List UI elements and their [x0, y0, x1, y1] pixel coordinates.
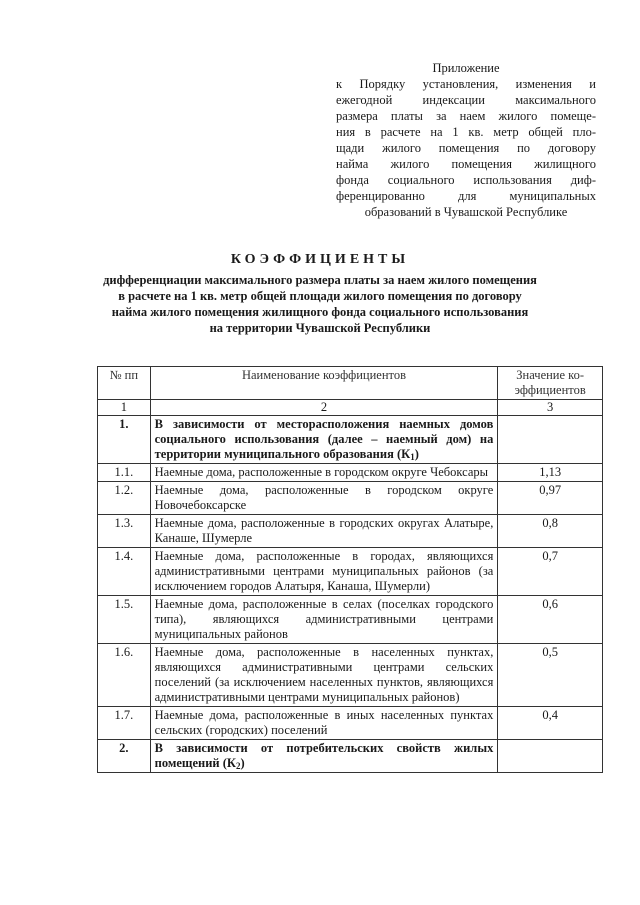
coefficients-table	[97, 366, 603, 773]
row-value	[498, 740, 603, 773]
table-row	[98, 596, 603, 644]
row-name-text: Наемные дома, расположенные в городском округе Чебоксары	[154, 465, 489, 479]
document-title: КОЭФФИЦИЕНТЫ	[230, 252, 410, 267]
appendix-line: ференцированно для муниципальных	[336, 189, 596, 203]
row-name-text: В зависимости от потребительских свойств жилых помещений (К	[154, 741, 494, 770]
row-name	[150, 644, 498, 707]
appendix-line: найма жилого помещения жилищного	[336, 157, 596, 171]
header-num: № пп	[98, 367, 151, 400]
row-number: 1.4.	[98, 548, 151, 596]
row-name	[150, 740, 498, 773]
appendix-block	[336, 60, 596, 220]
table-group-row	[98, 416, 603, 464]
subtitle-line: в расчете на 1 кв. метр общей площади жилого помещения по договору	[118, 289, 522, 303]
row-value: 0,4	[498, 707, 603, 740]
row-name-text: Наемные дома, расположенные в городах, являющихся административными центрами муниципальных районов (за исключением городов Алатыря, Канаша, Шумерли)	[154, 549, 494, 593]
row-number: 1.1.	[98, 464, 151, 482]
row-number: 1.7.	[98, 707, 151, 740]
row-name-subscript: 1	[410, 452, 415, 462]
row-number: 1.	[98, 416, 151, 464]
table-row	[98, 548, 603, 596]
table-row	[98, 464, 603, 482]
row-number: 1.2.	[98, 482, 151, 515]
row-name-text: Наемные дома, расположенные в городских округах Алатыре, Канаше, Шумерле	[154, 516, 494, 545]
row-name-text: Наемные дома, расположенные в иных населенных пунктах сельских (городских) поселений	[154, 708, 494, 737]
table-row	[98, 482, 603, 515]
row-name-subscript: 2	[235, 761, 241, 771]
row-name-text: Наемные дома, расположенные в городском округе Новочебоксарске	[154, 483, 494, 512]
row-value: 0,5	[498, 644, 603, 707]
header-name: Наименование коэффициентов	[150, 367, 498, 400]
column-number: 2	[150, 400, 498, 416]
row-number: 1.5.	[98, 596, 151, 644]
row-value: 0,7	[498, 548, 603, 596]
table-group-row	[98, 740, 603, 773]
appendix-line: ежегодной индексации максимального	[336, 93, 596, 107]
column-number: 3	[498, 400, 603, 416]
row-name	[150, 515, 498, 548]
row-number: 1.3.	[98, 515, 151, 548]
row-value: 0,97	[498, 482, 603, 515]
table-row	[98, 644, 603, 707]
table-header-row	[98, 367, 603, 400]
row-number: 2.	[98, 740, 151, 773]
row-value: 1,13	[498, 464, 603, 482]
table-row	[98, 515, 603, 548]
subtitle-line: найма жилого помещения жилищного фонда социального использования	[111, 305, 529, 319]
row-name	[150, 416, 498, 464]
appendix-line: фонда социального использования диф-	[336, 173, 596, 187]
appendix-line: щади жилого помещения по договору	[336, 141, 596, 155]
row-name	[150, 482, 498, 515]
subtitle-line: дифференциации максимального размера платы за наем жилого помещения	[103, 273, 537, 287]
row-name	[150, 548, 498, 596]
subtitle-line: на территории Чувашской Республики	[209, 321, 431, 335]
row-number: 1.6.	[98, 644, 151, 707]
appendix-line: к Порядку установления, изменения и	[336, 77, 596, 91]
row-value: 0,6	[498, 596, 603, 644]
row-name	[150, 707, 498, 740]
document-subtitle	[90, 272, 550, 336]
row-name	[150, 596, 498, 644]
table-row	[98, 707, 603, 740]
row-name-text: Наемные дома, расположенные в населенных пунктах, являющихся административными центрами сельских поселений (за исключением населенных пунктов, являющихся административными центрами муниципальных районов)	[154, 645, 494, 704]
row-value	[498, 416, 603, 464]
row-value: 0,8	[498, 515, 603, 548]
row-name-text: В зависимости от месторасположения наемных домов социального использования (далее – наемный дом) на территории муниципального образования (К	[154, 417, 494, 461]
appendix-title: Приложение	[432, 61, 500, 75]
column-number-row	[98, 400, 603, 416]
row-name-text: Наемные дома, расположенные в селах (поселках городского типа), являющихся административными центрами муниципальных районов	[154, 597, 494, 641]
appendix-line: размера платы за наем жилого помеще-	[336, 109, 596, 123]
appendix-line: образований в Чувашской Республике	[364, 205, 568, 219]
header-value: Значение ко-эффициентов	[498, 367, 603, 400]
appendix-line: ния в расчете на 1 кв. метр общей пло-	[336, 125, 596, 139]
row-name	[150, 464, 498, 482]
row-name-suffix: )	[240, 756, 245, 770]
column-number: 1	[98, 400, 151, 416]
row-name-suffix: )	[414, 447, 419, 461]
